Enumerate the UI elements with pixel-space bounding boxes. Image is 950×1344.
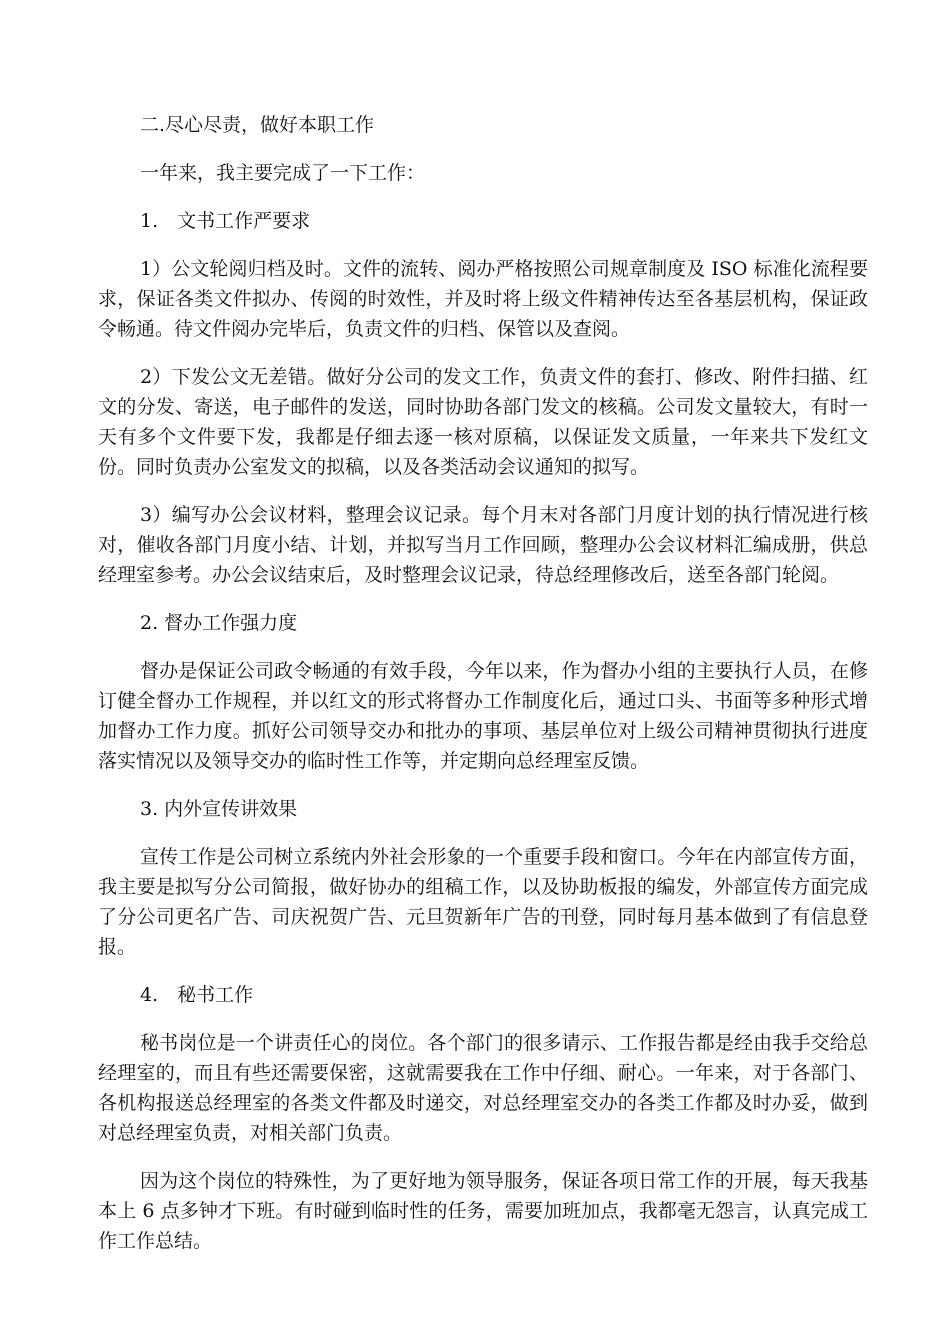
item1-paragraph-2: 2）下发公文无差错。做好分公司的发文工作，负责文件的套打、修改、附件扫描、红文的分发、寄送，电子邮件的发送，同时协助各部门发文的核稿。公司发文量较大，有时一天有多个文件要下发，我都是仔细去逐一核对原稿，以保证发文质量，一年来共下发红文份。同时负责办公室发文的拟稿，以及各类活动会议通知的拟写。 [98, 366, 868, 478]
item3-paragraph-1: 宣传工作是公司树立系统内外社会形象的一个重要手段和窗口。今年在内部宣传方面，我主要是拟写分公司简报，做好协办的组稿工作，以及协助板报的编发，外部宣传方面完成了分公司更名广告、司庆祝贺广告、元旦贺新年广告的刊登，同时每月基本做到了有信息登报。 [98, 846, 868, 958]
item1-paragraph-3: 3）编写办公会议材料，整理会议记录。每个月末对各部门月度计划的执行情况进行核对，催收各部门月度小结、计划，并拟写当月工作回顾，整理办公会议材料汇编成册，供总经理室参考。办公会议结束后，及时整理会议记录，待总经理修改后，送至各部门轮阅。 [98, 504, 868, 586]
item2-paragraph-1: 督办是保证公司政令畅通的有效手段，今年以来，作为督办小组的主要执行人员，在修订健全督办工作规程，并以红文的形式将督办工作制度化后，通过口头、书面等多种形式增加督办工作力度。抓好公司领导交办和批办的事项、基层单位对上级公司精神贯彻执行进度落实情况以及领导交办的临时性工作等，并定期向总经理室反馈。 [98, 660, 868, 772]
document-body [98, 110, 868, 1274]
intro-paragraph: 一年来，我主要完成了一下工作： [140, 162, 426, 184]
item2-heading: 2. 督办工作强力度 [140, 612, 298, 634]
item4-paragraph-1: 秘书岗位是一个讲责任心的岗位。各个部门的很多请示、工作报告都是经由我手交给总经理室的，而且有些还需要保密，这就需要我在工作中仔细、耐心。一年来，对于各部门、各机构报送总经理室的各类文件都及时递交，对总经理室交办的各类工作都及时办妥，做到对总经理室负责，对相关部门负责。 [98, 1032, 868, 1144]
section-title: 二.尽心尽责，做好本职工作 [140, 114, 375, 136]
item1-paragraph-1: 1）公文轮阅归档及时。文件的流转、阅办严格按照公司规章制度及 ISO 标准化流程要求，保证各类文件拟办、传阅的时效性，并及时将上级文件精神传达至各基层机构，保证政令畅通。待文件阅办完毕后，负责文件的归档、保管以及查阅。 [98, 258, 868, 340]
item4-heading: 4. 秘书工作 [140, 984, 254, 1006]
item4-paragraph-2: 因为这个岗位的特殊性，为了更好地为领导服务，保证各项日常工作的开展，每天我基本上 6 点多钟才下班。有时碰到临时性的任务，需要加班加点，我都毫无怨言，认真完成工作工作总结。 [98, 1170, 868, 1252]
item3-heading: 3. 内外宣传讲效果 [140, 798, 298, 820]
item1-heading: 1. 文书工作严要求 [140, 210, 311, 232]
